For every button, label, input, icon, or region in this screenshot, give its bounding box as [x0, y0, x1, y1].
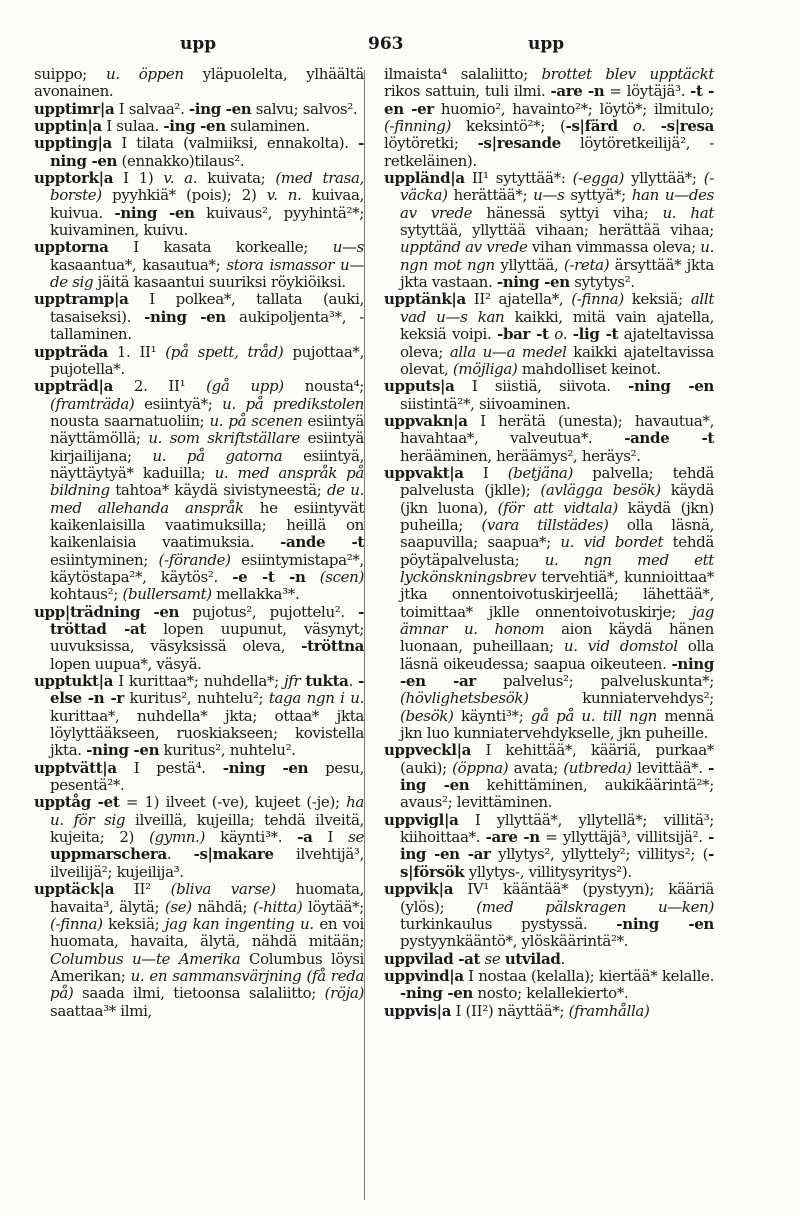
definition-text: löytää*;	[302, 897, 364, 916]
column-divider	[364, 70, 365, 1200]
dictionary-entry	[384, 66, 714, 170]
page-number: 963	[368, 34, 404, 54]
definition-text: herääminen, heräämys², heräys².	[400, 446, 641, 465]
headword: uppträd|a	[34, 377, 113, 396]
definition-text: I	[463, 463, 508, 482]
definition-text: mennä jkn luo kunniatervehdykselle, jkn puheille.	[400, 706, 714, 743]
definition-text: I salvaa².	[114, 99, 189, 118]
swedish-phrase: o.	[632, 117, 646, 136]
headword: -s|resa	[660, 117, 715, 136]
headword: upptork|a	[34, 169, 114, 188]
definition-text: huomata, havaita³, älytä;	[50, 880, 364, 916]
dictionary-entry	[34, 291, 364, 343]
swedish-phrase: (bliva varse)	[170, 880, 276, 899]
swedish-phrase: (gå upp)	[206, 377, 284, 396]
page-header	[0, 22, 800, 52]
swedish-phrase: (-förande)	[158, 550, 231, 569]
swedish-phrase: (röja)	[324, 984, 364, 1003]
header-right-guide-word: upp	[528, 34, 565, 54]
swedish-phrase: u. öppen	[105, 65, 184, 83]
swedish-phrase: (öppna)	[452, 758, 509, 777]
swedish-phrase: (bullersamt)	[122, 585, 212, 604]
definition-text: .	[348, 672, 359, 691]
headword: -ning -en	[400, 984, 473, 1003]
definition-text: kehittäminen, aukikäärintä²*; avaus²; levittäminen.	[400, 776, 715, 812]
swedish-phrase: (gymn.)	[149, 828, 206, 847]
swedish-phrase: ha u. för sig	[50, 793, 364, 829]
swedish-phrase: (-finning)	[384, 117, 452, 136]
definition-text: 2. II¹	[112, 377, 207, 396]
definition-text: keksintö²*;	[451, 117, 561, 136]
definition-text	[140, 603, 153, 621]
definition-text: yllyttää,	[494, 255, 564, 274]
definition-text: olla läsnä oikeudessa; saapua oikeuteen.	[400, 637, 714, 673]
definition-text: mellakka³*.	[211, 585, 300, 604]
headword: -tröttad -at	[50, 602, 365, 638]
swedish-phrase: (hövlighetsbesök)	[400, 689, 529, 708]
definition-text: pystyynkääntö*, ylöskäärintä²*.	[400, 932, 629, 951]
definition-text: esiintyminen;	[50, 550, 159, 569]
definition-text: tehdä pöytäpalvelusta;	[400, 533, 714, 569]
dictionary-entry	[34, 239, 364, 291]
headword: -ning -en	[628, 377, 714, 396]
definition-text: aion käydä hänen luonaan, puheillaan;	[400, 620, 714, 656]
dictionary-entry	[34, 344, 364, 379]
definition-text: mahdolliset keinot.	[517, 359, 661, 378]
swedish-phrase: (framträda)	[50, 394, 135, 413]
definition-text: käynti³*;	[453, 706, 531, 725]
definition-text: kasaantua*, kasautua*;	[50, 255, 227, 274]
swedish-phrase: o.	[554, 325, 568, 344]
headword: upptäck|a	[34, 880, 115, 899]
definition-text: olla läsnä, saapuvilla; saapua*;	[400, 515, 715, 552]
swedish-phrase: u. med anspråk på bildning	[50, 463, 365, 500]
dictionary-entry	[384, 951, 714, 968]
definition-text: levittää*.	[631, 758, 709, 777]
headword: -e -t -n	[232, 567, 306, 586]
definition-text: I kehittää*, kääriä, purkaa* (auki);	[400, 741, 714, 777]
definition-text: .	[166, 845, 194, 864]
definition-text: ärsyttää* jkta jkta vastaan.	[400, 255, 714, 292]
definition-text: esiintyä*;	[134, 394, 223, 413]
swedish-phrase: (utbreda)	[563, 758, 632, 777]
headword: -tröttna	[301, 637, 364, 656]
dictionary-entry	[34, 118, 364, 135]
swedish-phrase: u. vid bordet	[560, 533, 664, 552]
headword: -lig -t	[572, 325, 619, 344]
dictionary-entry	[384, 1003, 714, 1020]
swedish-phrase: (med trasa, borste)	[50, 169, 364, 205]
left-column	[34, 66, 364, 1020]
definition-text: siistintä²*, siivoaminen.	[400, 394, 571, 413]
definition-text: I nostaa (kelalla); kiertää* kelalle.	[463, 966, 714, 985]
swedish-phrase: jag kan ingenting u.	[164, 914, 314, 933]
headword: -en	[153, 602, 180, 621]
swedish-phrase: (med pälskragen u—ken)	[476, 897, 714, 916]
definition-text: herättää*;	[447, 186, 534, 205]
headword: upptin|a	[34, 117, 102, 136]
headword: uppvakt|a	[384, 463, 464, 482]
swedish-phrase: u. ngn med ett lyckönskningsbrev	[400, 550, 714, 586]
definition-text: IV¹ kääntää* (pystyyn); kääriä (ylös);	[400, 880, 714, 916]
definition-text: = 1) ilveet (-ve), kujeet (-je);	[119, 793, 347, 812]
definition-text: sytyttää, yllyttää vihaan; herättää vihaa;	[400, 221, 714, 240]
definition-text: palvella; tehdä palvelusta (jklle);	[400, 463, 714, 500]
swedish-phrase: jag ämnar u. honom	[400, 602, 714, 638]
swedish-phrase: taga ngn i u.	[268, 689, 364, 708]
headword: upptimr|a	[34, 99, 115, 118]
swedish-phrase: (-finna)	[571, 290, 624, 309]
swedish-phrase: allt vad u—s kan	[400, 290, 714, 326]
definition-text: kaikki ajateltavissa olevat,	[400, 342, 714, 378]
headword: uppmarschera	[50, 845, 167, 864]
headword: -ande -t	[624, 429, 714, 448]
definition-text: he esiintyvät kaikenlaisilla vaatimuksilla; heillä on kaikenlaisia vaatimuksia.	[50, 498, 365, 552]
headword: uppländ|a	[384, 169, 465, 188]
swedish-phrase: u. en sammansvärjning (få reda på)	[50, 966, 365, 1003]
dictionary-entry	[384, 742, 714, 811]
definition-text: keksiä;	[102, 914, 165, 933]
definition-text: vihan vimmassa oleva;	[527, 238, 701, 257]
headword: -ing -en -ar	[400, 828, 715, 864]
headword: -t -en -er	[384, 82, 714, 118]
dictionary-entry	[34, 378, 364, 603]
definition-text: kurittaa*, nuhdella* jkta; ottaa* jkta löylyttääkseen, ruoskiakseen; kovistella jkta.	[50, 706, 364, 760]
swedish-phrase: (-finna)	[50, 914, 103, 933]
swedish-phrase: (-hitta)	[252, 897, 303, 916]
dictionary-entry	[384, 881, 714, 950]
headword: -ning -en	[616, 914, 714, 933]
definition-text: kuivaus², pyyhintä²*; kuivaminen, kuivu.	[50, 203, 364, 240]
headword: upptukt|a	[34, 672, 114, 691]
headword: uppvilad -at	[384, 949, 481, 968]
swedish-phrase: u. som skriftställare	[148, 429, 300, 448]
swedish-phrase: alla u—a medel	[449, 342, 567, 361]
swedish-phrase: (-egga)	[572, 169, 624, 188]
swedish-phrase: (se)	[164, 897, 192, 916]
headword: uppträda	[34, 342, 108, 361]
swedish-phrase: (-väcka)	[400, 169, 714, 205]
headword: -s|färd	[565, 117, 618, 136]
dictionary-entry	[34, 170, 364, 239]
headword: -else -n -r	[50, 672, 365, 708]
dictionary-entry	[34, 101, 364, 118]
definition-text: nousta⁴;	[283, 377, 364, 396]
swedish-phrase: (betjäna)	[507, 463, 573, 482]
headword: tukta	[305, 672, 349, 691]
definition-text: syttyä*;	[564, 186, 632, 205]
dictionary-entry	[384, 968, 714, 1003]
headword: uppvakn|a	[384, 411, 468, 430]
headword: upptänk|a	[384, 290, 466, 309]
definition-text: I pestä⁴.	[116, 758, 223, 777]
definition-text: ilvehtijä³, ilveilijä²; kujeilija³.	[50, 845, 364, 881]
definition-text: jäitä kasaantui suuriksi röykiöiksi.	[93, 273, 346, 292]
swedish-phrase: u. på scenen	[209, 411, 303, 430]
headword: -ing -en	[163, 117, 226, 136]
headword: -ing -en	[400, 758, 714, 795]
definition-text: .	[560, 949, 565, 968]
definition-text: II² ajatella*,	[465, 290, 572, 309]
swedish-phrase: u. vid domstol	[563, 637, 678, 656]
headword: -ning -en	[114, 203, 195, 222]
swedish-phrase: v. n.	[266, 186, 302, 205]
definition-text: ilveillä, kujeilla; tehdä ilveitä, kujeita; 2)	[50, 810, 364, 847]
headword: -ning -en	[222, 758, 309, 777]
definition-text: palvelus²; palveluskunta*;	[475, 672, 714, 691]
definition-text: I kasata korkealle;	[108, 238, 333, 257]
headword: -s|resande	[477, 134, 561, 153]
header-left-guide-word: upp	[180, 34, 217, 54]
definition-text: I siistiä, siivota.	[454, 377, 629, 396]
definition-text: Columbus löysi Amerikan;	[50, 949, 364, 985]
headword: uppvis|a	[384, 1001, 452, 1020]
definition-text	[646, 117, 661, 135]
headword: -ning -en	[86, 741, 160, 760]
dictionary-entry	[34, 760, 364, 795]
swedish-phrase: se	[348, 828, 364, 847]
headword: uppvik|a	[384, 880, 454, 899]
dictionary-entry	[384, 170, 714, 291]
definition-text: I kurittaa*; nuhdella*;	[113, 672, 284, 691]
definition-text: esiintyä kirjailijana;	[50, 429, 364, 465]
headword: -s|försök	[400, 845, 714, 881]
definition-text: turkinkaulus pystyssä.	[400, 914, 617, 933]
definition-text: kuivaa, kuivua.	[50, 186, 364, 222]
definition-text: esiintyä näyttämöllä;	[50, 411, 364, 448]
definition-text: saada ilmi, tietoonsa salaliitto;	[73, 984, 325, 1003]
definition-text: 1. II¹	[107, 342, 166, 361]
definition-text: kuritus², nuhtelu²;	[123, 689, 269, 708]
definition-text: I polkea*, tallata (auki, tasaiseksi).	[50, 290, 364, 326]
swedish-phrase: gå på u. till ngn	[530, 706, 657, 725]
headword: -ning -en	[144, 307, 226, 326]
dictionary-entry	[34, 135, 364, 170]
definition-text: I herätä (unesta); havautua*, havahtaa*, valveutua*.	[400, 411, 714, 448]
definition-text: I 1)	[113, 169, 164, 188]
headword: -are -n	[485, 828, 540, 847]
definition-text: käydä (jkn luona),	[400, 481, 714, 517]
headword: upptåg -et	[34, 793, 120, 812]
definition-text: II²	[114, 880, 171, 899]
headword: -ande -t	[280, 533, 365, 552]
definition-text: = yllyttäjä³, villitsijä².	[539, 828, 709, 847]
definition-text: nousta saarnatuoliin;	[50, 411, 210, 430]
headword: upptramp|a	[34, 290, 129, 309]
definition-text: ilmaista⁴ salaliitto;	[384, 65, 542, 83]
dictionary-entry	[384, 465, 714, 743]
definition-text: lopen uupua*, väsyä.	[50, 654, 202, 673]
swedish-phrase: han u—des av vrede	[400, 186, 714, 222]
definition-text: kuritus², nuhtelu².	[159, 741, 296, 760]
headword: uppveckl|a	[384, 741, 472, 760]
definition-text	[306, 568, 320, 586]
swedish-phrase: Columbus u—te Amerika	[50, 949, 241, 968]
definition-text: tahtoa* käydä sivistyneestä;	[109, 481, 327, 500]
headword: -ing -en	[188, 99, 252, 118]
definition-text: salvu; salvos².	[251, 99, 358, 118]
swedish-phrase: brottet blev upptäckt	[541, 65, 714, 83]
definition-text: en voi huomata, havaita, älytä, nähdä mitään;	[50, 914, 365, 951]
headword: upp|trädning	[34, 602, 141, 621]
headword: -are -n	[550, 82, 605, 101]
dictionary-entry	[384, 378, 714, 413]
definition-text: I (II²) näyttää*;	[451, 1001, 569, 1020]
definition-text: yläpuolelta, ylhäältä avonainen.	[34, 65, 365, 101]
definition-text: käynti³*.	[205, 828, 298, 847]
definition-text: löytöretkeilijä², -retkeläinen).	[384, 134, 714, 170]
definition-text: I sulaa.	[101, 117, 164, 136]
definition-text: I	[312, 828, 349, 847]
definition-text: nosto; kelallekierto*.	[472, 984, 629, 1003]
swedish-phrase: (för att vidtala)	[497, 498, 618, 517]
definition-text: suippo;	[34, 65, 106, 83]
dictionary-entry	[34, 673, 364, 760]
definition-text: I tilata (valmiiksi, ennakolta).	[111, 134, 359, 153]
swedish-phrase: u. på predikstolen	[222, 394, 364, 413]
definition-text: lopen uupunut, väsynyt; uuvuksissa, väsyksissä oleva,	[50, 620, 364, 656]
headword: uppvind|a	[384, 966, 464, 985]
headword: uppvigl|a	[384, 810, 459, 829]
dictionary-entry	[34, 604, 364, 673]
headword: -ning -en -ar	[400, 654, 714, 691]
definition-text: löytöretki;	[384, 134, 478, 153]
dictionary-entry	[34, 881, 364, 1020]
swedish-phrase: (möjliga)	[452, 359, 518, 378]
swedish-phrase: (besök)	[400, 706, 454, 725]
definition-text: sulaminen.	[225, 117, 310, 136]
definition-text	[618, 117, 633, 135]
definition-text: yllyttää*;	[623, 169, 704, 188]
swedish-phrase: u. ngn mot ngn	[400, 238, 715, 274]
swedish-phrase: (framhålla)	[568, 1001, 650, 1020]
swedish-phrase: de u. med allehanda anspråk	[50, 481, 364, 517]
definition-text: tervehtiä*, kunnioittaa* jtka onnentoivotuskirjeellä; lähettää*, toimittaa* jklle onnentoivotuskirje;	[400, 567, 714, 621]
definition-text: I yllyttää*, yllytellä*; villitä³; kiihoittaa*.	[400, 810, 714, 847]
definition-text: ajateltavissa oleva;	[400, 325, 715, 361]
headword: upptorna	[34, 238, 109, 257]
swedish-phrase: (-reta)	[563, 255, 610, 274]
swedish-phrase: (avlägga besök)	[540, 481, 661, 500]
definition-text: nähdä;	[191, 897, 253, 916]
definition-text: kohtaus²;	[50, 585, 123, 604]
dictionary-entry	[34, 794, 364, 881]
definition-text: pesu, pesentä²*.	[50, 758, 364, 795]
swedish-phrase: se	[484, 949, 501, 968]
definition-text: kaikki, mitä vain ajatella, keksiä voipi.	[400, 307, 714, 344]
definition-text: pujottaa*, pujotella*.	[50, 342, 364, 378]
definition-text: huomio², havainto²*; löytö*; ilmitulo;	[433, 99, 715, 118]
definition-text: käydä (jkn) puheilla;	[400, 498, 714, 534]
swedish-phrase: stora ismassor u—de sig	[50, 255, 364, 292]
headword: uppting|a	[34, 134, 112, 153]
definition-text: saattaa³* ilmi,	[50, 1001, 152, 1020]
definition-text: yllytys-, villitysyritys²).	[464, 862, 632, 881]
headword: utvilad	[504, 949, 561, 968]
swedish-phrase: (scen)	[319, 567, 364, 586]
definition-text: esiintymistapa²*, käytöstapa²*, käytös².	[50, 550, 364, 586]
definition-text: (ennakko)tilaus².	[117, 151, 245, 170]
definition-text: keksiä;	[623, 290, 691, 309]
right-column	[384, 66, 714, 1020]
definition-text: sytytys².	[569, 273, 635, 292]
swedish-phrase: u. på gatorna	[152, 446, 283, 465]
headword: -ning -en	[496, 273, 570, 292]
definition-text: rikos sattuin, tuli ilmi.	[384, 82, 551, 101]
swedish-phrase: upptänd av vrede	[400, 238, 528, 257]
swedish-phrase: jfr	[283, 672, 301, 691]
definition-text: hänessä syttyi viha;	[472, 203, 663, 222]
swedish-phrase: u—s	[332, 238, 364, 257]
definition-text: = löytäjä³.	[604, 82, 691, 101]
dictionary-entry	[384, 291, 714, 378]
swedish-phrase: u—s	[533, 186, 565, 205]
headword: upputs|a	[384, 377, 455, 396]
swedish-phrase: (på spett, tråd)	[165, 342, 284, 361]
dictionary-entry	[384, 413, 714, 465]
dictionary-entry	[34, 66, 364, 101]
definition-text: avata;	[508, 758, 564, 777]
swedish-phrase: u. hat	[662, 203, 714, 222]
headword: -bar -t	[497, 325, 549, 344]
definition-text: kuivata;	[197, 169, 276, 188]
swedish-phrase: (vara tillstädes)	[481, 515, 609, 534]
headword: -s|makare	[193, 845, 274, 864]
swedish-phrase: v. a.	[163, 169, 198, 188]
headword: upptvätt|a	[34, 758, 117, 777]
definition-text: (	[560, 117, 566, 136]
definition-text: yllytys², yllyttely²; villitys²; (	[490, 845, 709, 864]
definition-text: aukipoljenta³*, -tallaminen.	[50, 307, 364, 344]
headword: -ning -en	[50, 134, 364, 170]
definition-text: II¹ sytyttää*:	[464, 169, 573, 188]
definition-text: pyyhkiä* (pois); 2)	[101, 186, 267, 205]
dictionary-entry	[384, 812, 714, 881]
definition-text: esiintyä, näyttäytyä* kaduilla;	[50, 446, 365, 482]
headword: -a	[297, 828, 313, 847]
definition-text: pujotus², pujottelu².	[179, 602, 359, 621]
definition-text: kunniatervehdys²;	[528, 689, 714, 708]
